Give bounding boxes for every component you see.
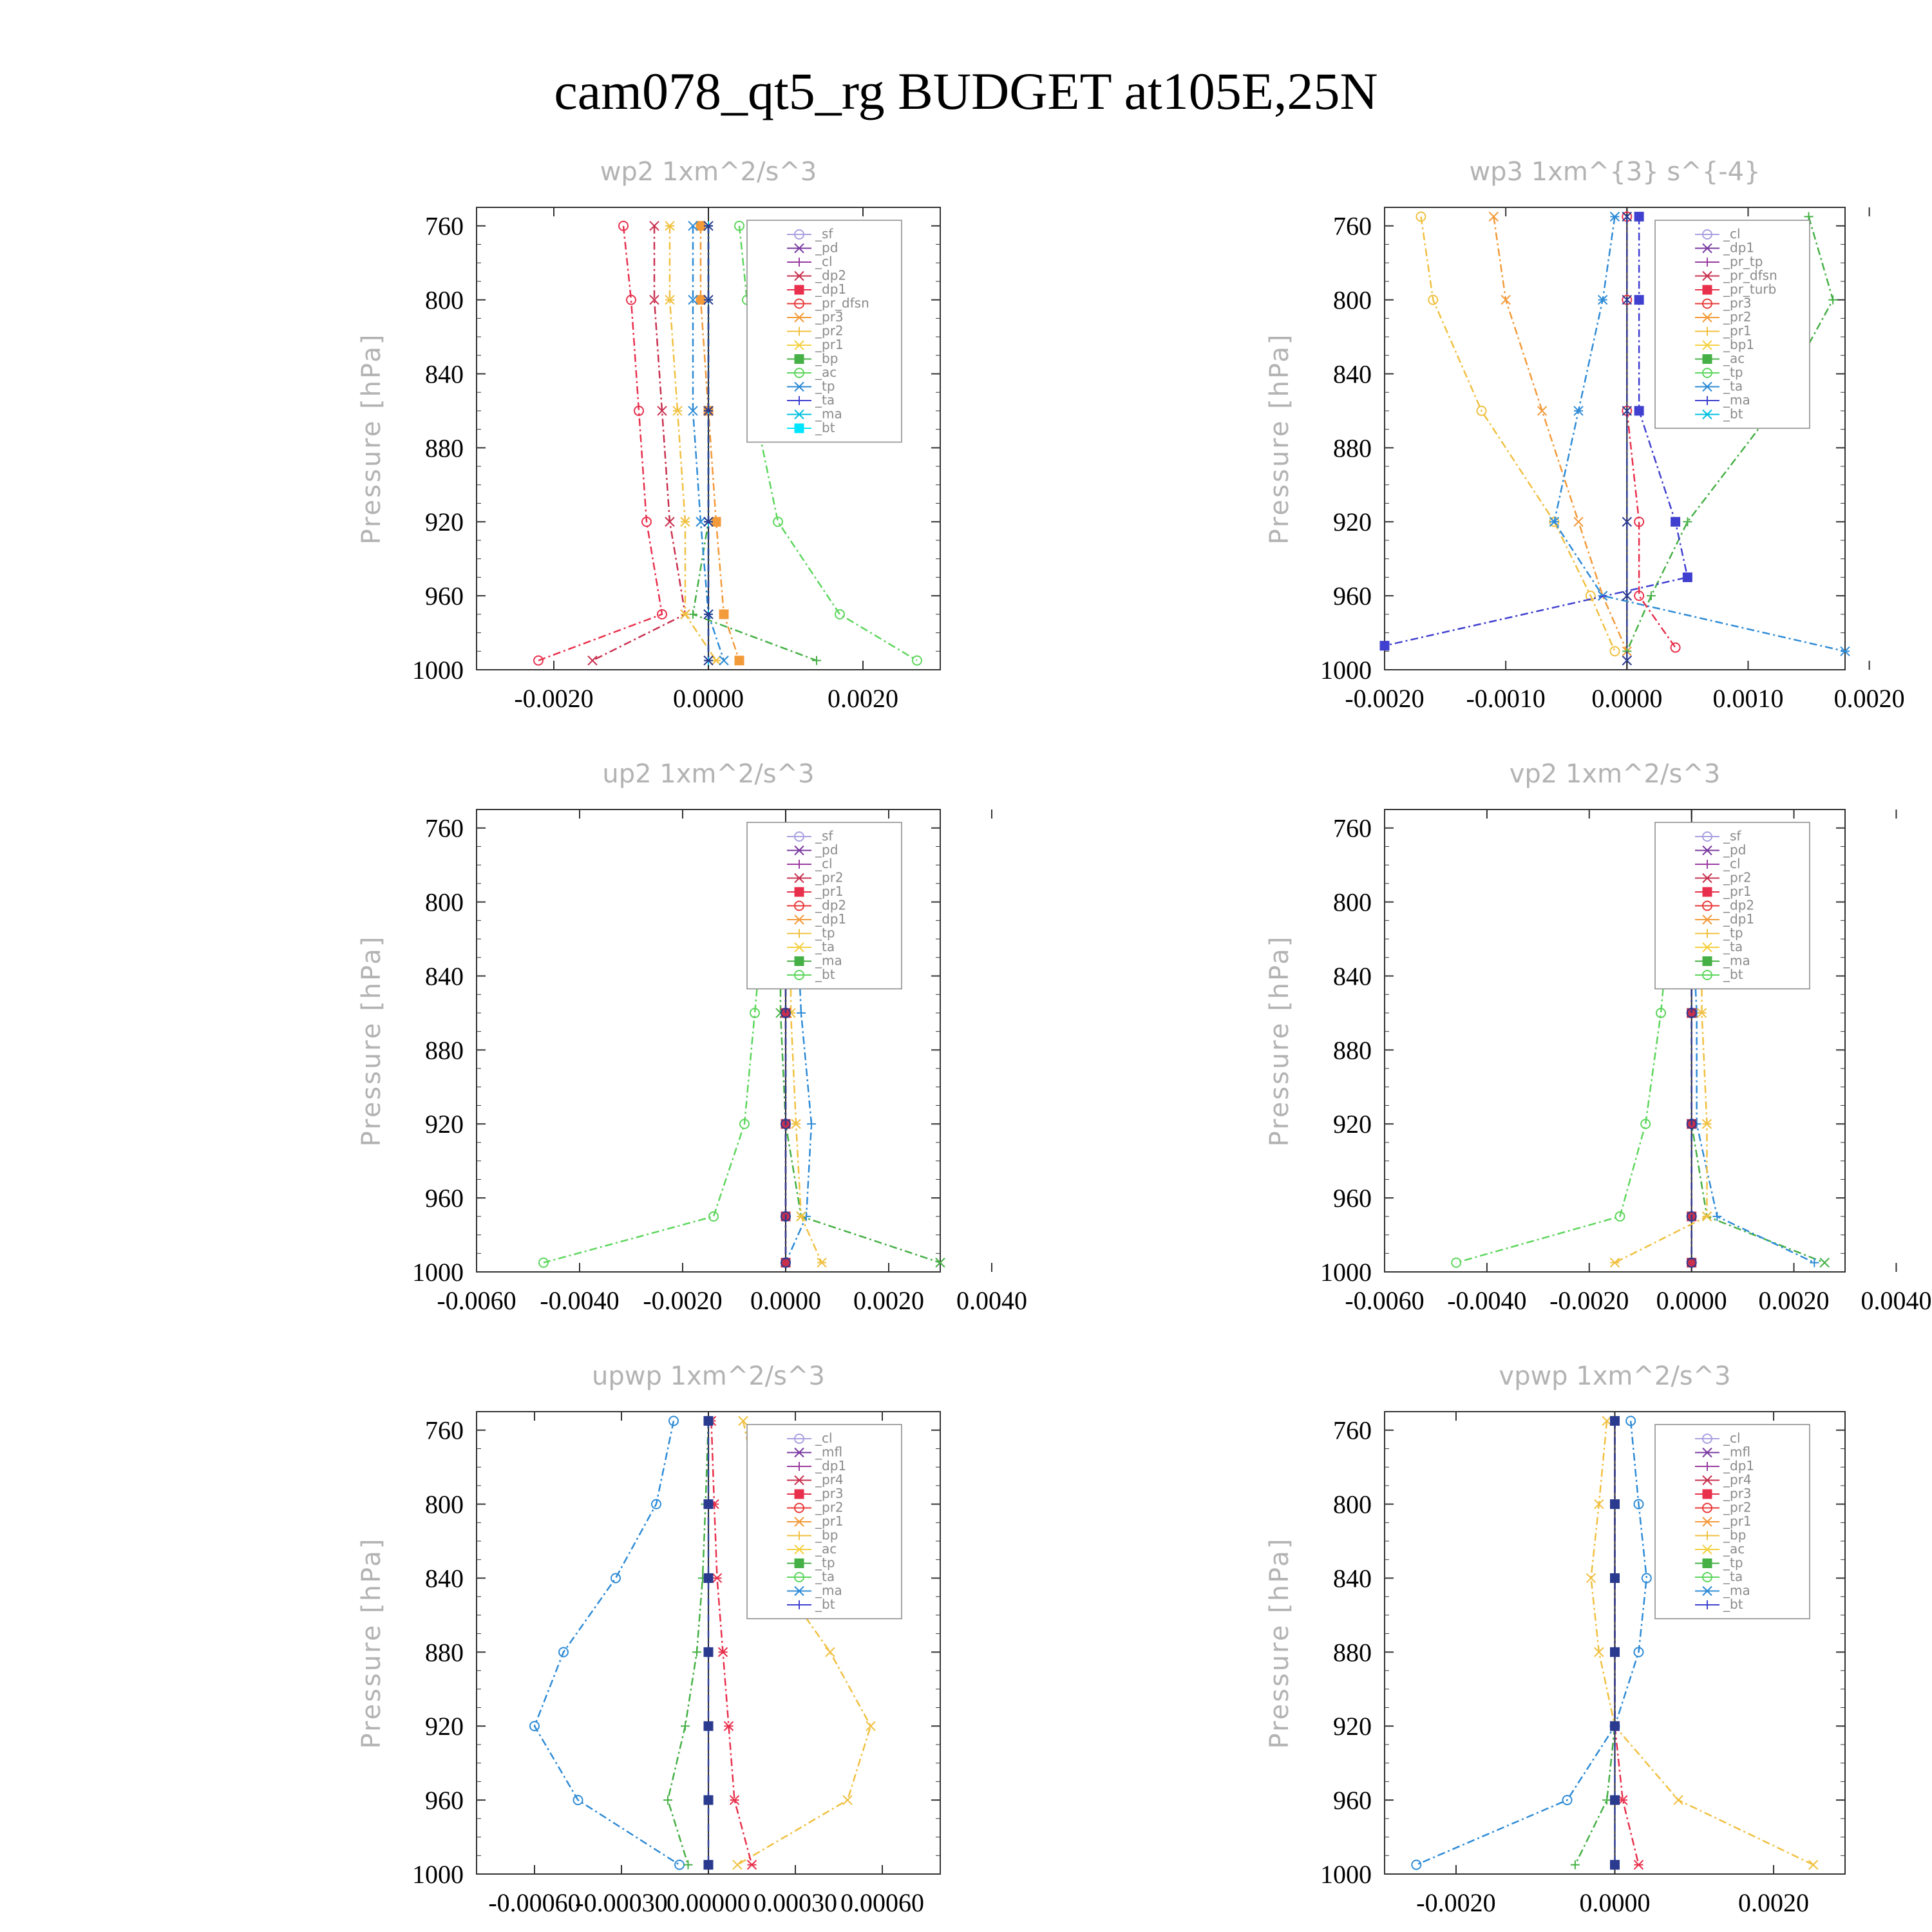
legend-label: _tp <box>1723 925 1743 941</box>
chart-panel-3 <box>357 759 1027 1315</box>
legend-label: _pr1 <box>1723 323 1752 339</box>
legend-label: _cl <box>1723 226 1741 242</box>
data-point <box>1611 1416 1620 1425</box>
series-line <box>1456 828 1676 1263</box>
legend-label: _tp <box>815 1555 835 1571</box>
x-tick-label: -0.0020 <box>514 684 594 713</box>
y-tick-label: 880 <box>1333 433 1372 463</box>
y-tick-label: 760 <box>425 1416 464 1445</box>
panel-title: up2 1xm^2/s^3 <box>602 759 815 789</box>
y-tick-label: 800 <box>425 887 464 917</box>
legend-label: _ac <box>1723 350 1745 366</box>
legend-label: _pd <box>815 240 838 256</box>
y-tick-label: 840 <box>425 1564 464 1593</box>
x-tick-label: 0.00030 <box>753 1888 837 1917</box>
y-tick-label: 960 <box>425 1184 464 1213</box>
data-point <box>1611 1500 1620 1509</box>
legend-label: _bt <box>815 420 835 435</box>
legend-label: _ta <box>815 1569 835 1584</box>
data-point <box>1611 1795 1620 1804</box>
legend-label: _pr3 <box>815 309 844 325</box>
legend-label: _dp2 <box>815 267 847 283</box>
legend-label: _pr3 <box>815 1486 844 1501</box>
data-point <box>795 285 804 294</box>
y-tick-label: 840 <box>425 961 464 991</box>
x-tick-label: -0.0020 <box>643 1286 723 1315</box>
x-tick-label: 0.0040 <box>1861 1286 1932 1315</box>
legend-label: _mfl <box>815 1444 843 1460</box>
legend-label: _pr1 <box>1723 1513 1752 1529</box>
panel-title: upwp 1xm^2/s^3 <box>592 1361 825 1391</box>
series-line <box>535 1421 679 1864</box>
data-point <box>1634 406 1643 415</box>
chart-panel-5 <box>357 1361 940 1917</box>
legend-label: _pr1 <box>1723 884 1752 899</box>
y-tick-label: 920 <box>1333 507 1372 537</box>
legend-label: _dp1 <box>1723 911 1755 927</box>
y-tick-label: 920 <box>425 1110 464 1139</box>
data-point <box>1611 1861 1620 1870</box>
legend-label: _bt <box>815 1596 835 1612</box>
y-tick-label: 1000 <box>412 1860 464 1889</box>
x-tick-label: 0.0020 <box>828 684 898 713</box>
x-tick-label: 0.0010 <box>1712 684 1784 713</box>
y-tick-label: 920 <box>1333 1110 1372 1139</box>
legend-label: _sf <box>815 828 833 844</box>
legend-label: _dp2 <box>815 897 847 913</box>
legend-label: _dp1 <box>815 281 847 297</box>
y-tick-label: 760 <box>425 211 464 241</box>
x-tick-label: 0.0020 <box>1833 684 1905 713</box>
y-tick-label: 1000 <box>1320 656 1372 685</box>
x-tick-label: 0.0000 <box>1591 684 1663 713</box>
x-tick-label: 0.00060 <box>840 1888 924 1917</box>
data-point <box>1412 1861 1421 1870</box>
y-tick-label: 920 <box>425 1712 464 1741</box>
legend-label: _ma <box>1723 952 1750 969</box>
x-tick-label: 0.0020 <box>1758 1286 1830 1315</box>
legend-label: _tp <box>1723 1555 1743 1571</box>
y-tick-label: 880 <box>1333 1036 1372 1065</box>
legend-label: _bt <box>1723 967 1743 982</box>
panel-title: wp3 1xm^{3} s^{-4} <box>1469 157 1761 187</box>
data-point <box>795 1490 804 1499</box>
legend-label: _bt <box>1723 406 1743 422</box>
data-point <box>712 517 721 526</box>
legend-label: _pr_dfsn <box>815 295 869 311</box>
data-point <box>835 610 844 619</box>
legend-label: _ma <box>1723 392 1750 408</box>
y-axis-label: Pressure [hPa] <box>357 934 386 1147</box>
data-point <box>709 1212 718 1221</box>
legend-label: _ta <box>1723 1569 1743 1584</box>
legend-label: _pr_dfsn <box>1723 267 1777 283</box>
x-tick-label: 0.0000 <box>673 684 744 713</box>
data-point <box>1683 573 1692 582</box>
data-point <box>704 1573 713 1582</box>
legend-label: _pd <box>1723 842 1747 858</box>
legend-label: _pr1 <box>815 884 844 899</box>
data-point <box>1703 1490 1712 1499</box>
data-point <box>719 610 728 619</box>
legend-label: _ac <box>815 365 837 380</box>
data-point <box>1703 1559 1712 1568</box>
legend-label: _ta <box>815 939 835 954</box>
legend-label: _dp1 <box>1723 240 1755 256</box>
legend-label: _ta <box>1723 378 1743 394</box>
y-tick-label: 960 <box>1333 1786 1372 1815</box>
y-tick-label: 960 <box>425 1786 464 1815</box>
chart-panel-4 <box>1265 759 1931 1315</box>
data-point <box>1611 1647 1620 1656</box>
legend-label: _ta <box>815 392 835 408</box>
series-line <box>544 828 765 1263</box>
y-tick-label: 920 <box>1333 1712 1372 1741</box>
legend-label: _ta <box>1723 939 1743 954</box>
x-tick-label: -0.00060 <box>488 1888 581 1917</box>
x-tick-label: 0.0000 <box>1656 1286 1727 1315</box>
legend-label: _cl <box>815 1430 833 1446</box>
legend-label: _bp1 <box>1723 337 1755 352</box>
legend-label: _mfl <box>1723 1444 1751 1460</box>
x-tick-label: 0.0020 <box>853 1286 924 1315</box>
panel-title: wp2 1xm^2/s^3 <box>600 157 817 187</box>
legend-label: _ma <box>815 1582 842 1598</box>
data-point <box>1611 1573 1620 1582</box>
legend-label: _dp1 <box>815 1458 847 1473</box>
legend-label: _dp1 <box>815 911 847 927</box>
y-tick-label: 840 <box>1333 1564 1372 1593</box>
data-point <box>795 355 804 364</box>
data-point <box>1634 296 1643 305</box>
data-point <box>1671 517 1680 526</box>
y-axis-label: Pressure [hPa] <box>1265 934 1294 1147</box>
data-point <box>696 296 705 305</box>
legend-label: _cl <box>1723 1430 1741 1446</box>
data-point <box>795 1559 804 1568</box>
legend-label: _pr3 <box>1723 1486 1752 1501</box>
series-line <box>701 226 739 661</box>
legend-label: _pd <box>815 842 838 858</box>
legend-label: _pr2 <box>1723 309 1752 325</box>
y-tick-label: 1000 <box>1320 1860 1372 1889</box>
data-point <box>1671 643 1680 652</box>
legend-label: _dp2 <box>1723 897 1755 913</box>
y-tick-label: 1000 <box>1320 1258 1372 1287</box>
x-tick-label: -0.0020 <box>1549 1286 1629 1315</box>
y-axis-label: Pressure [hPa] <box>1265 332 1294 545</box>
series-line <box>1421 216 1615 651</box>
y-tick-label: 1000 <box>412 656 464 685</box>
series-line <box>538 226 662 661</box>
legend-label: _ma <box>815 406 842 422</box>
legend-label: _cl <box>1723 856 1741 871</box>
legend-label: _pr4 <box>815 1472 844 1488</box>
y-tick-label: 880 <box>425 433 464 463</box>
y-tick-label: 760 <box>1333 1416 1372 1445</box>
x-tick-label: 0.0000 <box>750 1286 821 1315</box>
x-tick-label: -0.0020 <box>1416 1888 1496 1917</box>
data-point <box>1703 957 1712 966</box>
x-tick-label: 0.0000 <box>1579 1888 1651 1917</box>
series-line <box>592 226 685 661</box>
y-tick-label: 800 <box>425 1490 464 1519</box>
y-tick-label: 880 <box>425 1036 464 1065</box>
legend-label: _bp <box>815 1527 838 1543</box>
data-point <box>795 887 804 896</box>
legend-label: _tp <box>1723 365 1743 380</box>
legend-label: _pr2 <box>815 323 844 339</box>
y-axis-label: Pressure [hPa] <box>357 1537 386 1749</box>
x-tick-label: -0.0020 <box>1345 684 1425 713</box>
data-point <box>704 1500 713 1509</box>
data-point <box>704 1416 713 1425</box>
y-tick-label: 760 <box>1333 211 1372 241</box>
y-tick-label: 1000 <box>412 1258 464 1287</box>
x-tick-label: -0.0010 <box>1466 684 1546 713</box>
y-tick-label: 760 <box>425 813 464 843</box>
chart-panel-6 <box>1265 1361 1845 1917</box>
legend-label: _sf <box>1723 828 1741 844</box>
legend-label: _sf <box>815 226 833 242</box>
data-point <box>1611 647 1620 656</box>
panel-title: vpwp 1xm^2/s^3 <box>1499 1361 1731 1391</box>
x-tick-label: 0.0020 <box>1738 1888 1810 1917</box>
y-tick-label: 840 <box>1333 359 1372 389</box>
data-point <box>1703 887 1712 896</box>
legend-label: _pr2 <box>1723 1499 1752 1515</box>
legend-label: _pr_turb <box>1723 281 1777 297</box>
legend-label: _ma <box>815 952 842 969</box>
figure-title: cam078_qt5_rg BUDGET at105E,25N <box>554 62 1378 120</box>
x-tick-label: -0.0060 <box>1345 1286 1425 1315</box>
legend-label: _cl <box>815 254 833 269</box>
data-point <box>704 1721 713 1730</box>
data-point <box>696 222 705 231</box>
data-point <box>704 1861 713 1870</box>
y-tick-label: 800 <box>1333 887 1372 917</box>
x-tick-label: 0.00000 <box>667 1888 750 1917</box>
data-point <box>611 1573 620 1582</box>
series-line <box>712 1421 752 1864</box>
legend-label: _tp <box>815 925 835 941</box>
y-axis-label: Pressure [hPa] <box>1265 1537 1294 1749</box>
legend-label: _pr4 <box>1723 1472 1752 1488</box>
y-tick-label: 800 <box>1333 285 1372 315</box>
legend-label: _bp <box>815 350 838 366</box>
legend-label: _pr_tp <box>1723 254 1763 269</box>
legend-label: _tp <box>815 378 835 394</box>
legend-label: _cl <box>815 856 833 871</box>
legend-label: _pr2 <box>1723 869 1752 886</box>
x-tick-label: -0.0040 <box>540 1286 620 1315</box>
legend-label: _ac <box>1723 1541 1745 1557</box>
data-point <box>795 957 804 966</box>
legend-label: _ac <box>815 1541 837 1557</box>
data-point <box>675 1861 684 1870</box>
legend-label: _bt <box>815 967 835 982</box>
legend-label: _ma <box>1723 1582 1750 1598</box>
data-point <box>1703 355 1712 364</box>
x-tick-label: -0.00030 <box>575 1888 668 1917</box>
series-line <box>1493 216 1627 651</box>
y-tick-label: 960 <box>425 582 464 611</box>
y-axis-label: Pressure [hPa] <box>357 332 386 545</box>
y-tick-label: 800 <box>425 285 464 315</box>
legend-label: _pr3 <box>1723 295 1752 311</box>
chart-panel-2 <box>1265 157 1905 713</box>
y-tick-label: 840 <box>425 359 464 389</box>
y-tick-label: 800 <box>1333 1490 1372 1519</box>
data-point <box>1611 1721 1620 1730</box>
y-tick-label: 960 <box>1333 582 1372 611</box>
data-point <box>1634 212 1643 221</box>
y-tick-label: 920 <box>425 507 464 537</box>
data-point <box>704 1795 713 1804</box>
data-point <box>735 656 744 665</box>
series-line <box>1575 1421 1615 1864</box>
y-tick-label: 840 <box>1333 961 1372 991</box>
panel-title: vp2 1xm^2/s^3 <box>1509 759 1721 789</box>
legend-label: _pr1 <box>815 1513 844 1529</box>
series-line <box>668 1421 708 1864</box>
y-tick-label: 880 <box>1333 1638 1372 1667</box>
legend-label: _pr1 <box>815 337 844 352</box>
x-tick-label: -0.0040 <box>1447 1286 1527 1315</box>
legend-label: _bp <box>1723 1527 1747 1543</box>
chart-panel-1 <box>357 157 940 713</box>
legend-label: _pr2 <box>815 1499 844 1515</box>
data-point <box>1380 641 1389 650</box>
data-point <box>1703 285 1712 294</box>
legend-label: _bt <box>1723 1596 1743 1612</box>
y-tick-label: 880 <box>425 1638 464 1667</box>
data-point <box>704 1647 713 1656</box>
legend-label: _pr2 <box>815 869 844 886</box>
data-point <box>795 424 804 433</box>
x-tick-label: -0.0060 <box>437 1286 516 1315</box>
x-tick-label: 0.0040 <box>956 1286 1027 1315</box>
y-tick-label: 960 <box>1333 1184 1372 1213</box>
legend-label: _dp1 <box>1723 1458 1755 1473</box>
y-tick-label: 760 <box>1333 813 1372 843</box>
